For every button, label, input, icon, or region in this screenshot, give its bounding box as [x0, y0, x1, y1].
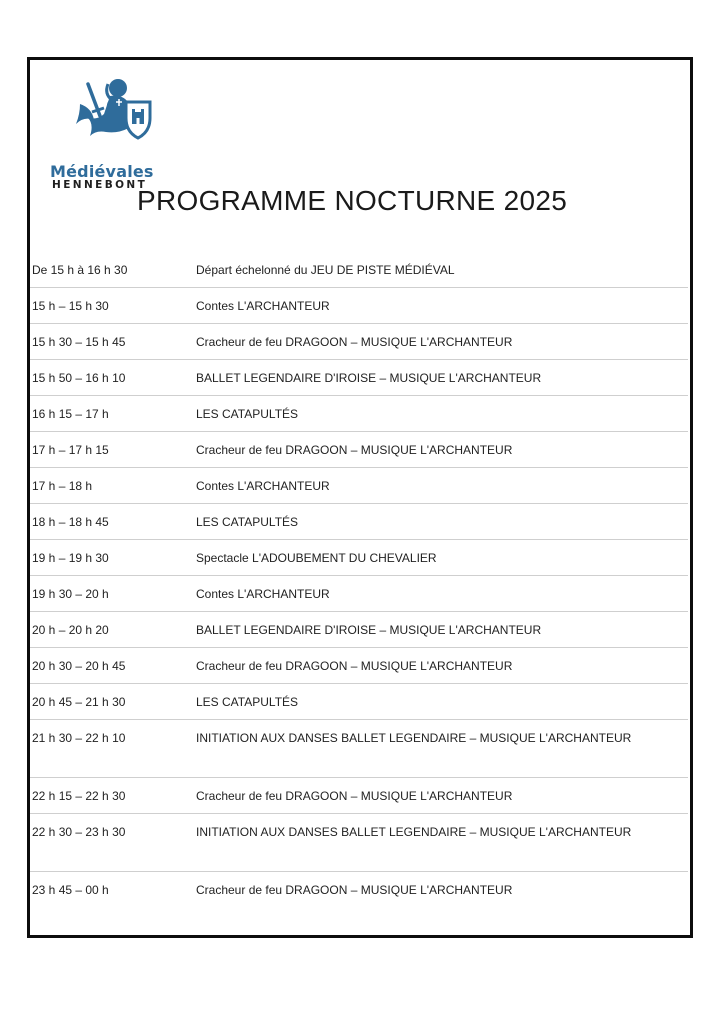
schedule-row	[30, 814, 688, 872]
page-title: PROGRAMME NOCTURNE 2025	[137, 185, 568, 216]
schedule-time: 15 h 30 – 15 h 45	[32, 335, 126, 349]
schedule-event: Contes L'ARCHANTEUR	[196, 479, 330, 493]
schedule-time: 20 h 30 – 20 h 45	[32, 659, 126, 673]
schedule-time: 17 h – 17 h 15	[32, 443, 109, 457]
schedule-event: Contes L'ARCHANTEUR	[196, 299, 330, 313]
schedule-row	[30, 576, 688, 612]
schedule-row	[30, 324, 688, 360]
schedule-row	[30, 360, 688, 396]
schedule-event: Cracheur de feu DRAGOON – MUSIQUE L'ARCHANTEUR	[196, 443, 513, 457]
schedule-event: BALLET LEGENDAIRE D'IROISE – MUSIQUE L'ARCHANTEUR	[196, 371, 542, 385]
schedule-row	[30, 778, 688, 814]
schedule-event: Cracheur de feu DRAGOON – MUSIQUE L'ARCHANTEUR	[196, 789, 513, 803]
schedule-event: INITIATION AUX DANSES BALLET LEGENDAIRE – MUSIQUE L'ARCHANTEUR	[196, 731, 632, 745]
schedule-event: LES CATAPULTÉS	[196, 515, 299, 529]
schedule-event: Cracheur de feu DRAGOON – MUSIQUE L'ARCHANTEUR	[196, 659, 513, 673]
schedule-row	[30, 288, 688, 324]
schedule-row	[30, 684, 688, 720]
schedule-time: 21 h 30 – 22 h 10	[32, 731, 126, 745]
schedule-time: 16 h 15 – 17 h	[32, 407, 109, 421]
schedule-row	[30, 720, 688, 778]
schedule-event: Cracheur de feu DRAGOON – MUSIQUE L'ARCHANTEUR	[196, 883, 513, 897]
schedule-time: 19 h – 19 h 30	[32, 551, 109, 565]
programme-page	[27, 57, 693, 938]
schedule-time: 15 h – 15 h 30	[32, 299, 109, 313]
schedule-row	[30, 252, 688, 288]
schedule-time: 17 h – 18 h	[32, 479, 93, 493]
schedule-table	[30, 252, 688, 907]
schedule-row	[30, 872, 688, 907]
schedule-event: Départ échelonné du JEU DE PISTE MÉDIÉVAL	[196, 263, 455, 277]
logo-name: Médiévales	[50, 162, 154, 181]
medievales-logo	[50, 74, 180, 191]
schedule-row	[30, 396, 688, 432]
schedule-event: INITIATION AUX DANSES BALLET LEGENDAIRE – MUSIQUE L'ARCHANTEUR	[196, 825, 632, 839]
logo-city: HENNEBONT	[52, 179, 148, 191]
schedule-row	[30, 468, 688, 504]
knight-shield-logo-icon	[70, 74, 160, 144]
schedule-row	[30, 612, 688, 648]
schedule-time: 20 h 45 – 21 h 30	[32, 695, 126, 709]
schedule-row	[30, 648, 688, 684]
schedule-event: LES CATAPULTÉS	[196, 695, 299, 709]
schedule-event: Cracheur de feu DRAGOON – MUSIQUE L'ARCHANTEUR	[196, 335, 513, 349]
schedule-time: 18 h – 18 h 45	[32, 515, 109, 529]
schedule-time: 22 h 30 – 23 h 30	[32, 825, 126, 839]
schedule-time: De 15 h à 16 h 30	[32, 263, 128, 277]
schedule-event: Spectacle L'ADOUBEMENT DU CHEVALIER	[196, 551, 437, 565]
schedule-time: 22 h 15 – 22 h 30	[32, 789, 126, 803]
schedule-event: BALLET LEGENDAIRE D'IROISE – MUSIQUE L'ARCHANTEUR	[196, 623, 542, 637]
schedule-time: 23 h 45 – 00 h	[32, 883, 109, 897]
schedule-row	[30, 504, 688, 540]
schedule-event: Contes L'ARCHANTEUR	[196, 587, 330, 601]
schedule-event: LES CATAPULTÉS	[196, 407, 299, 421]
schedule-time: 19 h 30 – 20 h	[32, 587, 109, 601]
schedule-time: 20 h – 20 h 20	[32, 623, 109, 637]
schedule-time: 15 h 50 – 16 h 10	[32, 371, 126, 385]
schedule-row	[30, 540, 688, 576]
schedule-row	[30, 432, 688, 468]
